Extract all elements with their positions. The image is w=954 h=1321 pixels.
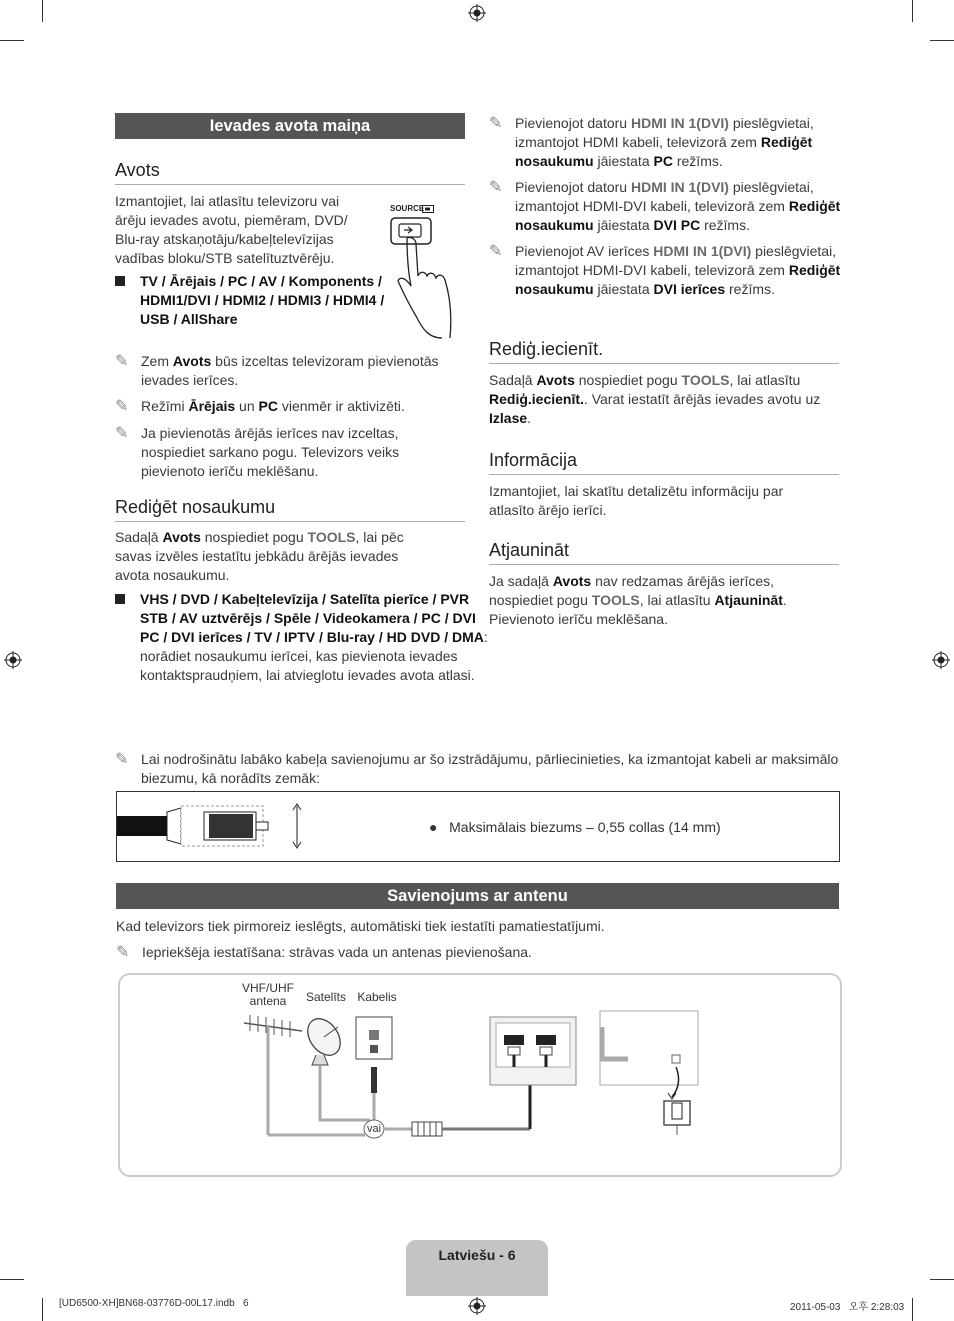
note-hdmi-dvi-av: ✎ Pievienojot AV ierīces HDMI IN 1(DVI) pieslēgvietai, izmantojot HDMI-DVI kabeli, televizorā zem Rediģēt nosaukumu jāiestata DVI ierīces režīms. (489, 243, 841, 297)
heading-edit-favourites: Rediģ.iecienīt. (489, 339, 839, 364)
crop-mark (930, 40, 954, 41)
section-bar-antenna: Savienojums ar antenu (116, 883, 839, 909)
heading-rename: Rediģēt nosaukumu (115, 497, 465, 522)
pencil-note-icon: ✎ (489, 115, 503, 132)
crop-mark (912, 0, 913, 22)
antenna-diagram-box (118, 973, 842, 1177)
label-or: vai (367, 1123, 382, 1135)
note-cable-thickness: ✎ Lai nodrošinātu labāko kabeļa savienojumu ar šo izstrādājumu, pārliecinieties, ka izmantojat kabeli ar maksimālo biezumu, kā norādīts zemāk: (115, 751, 839, 786)
cable-spec-box (116, 791, 840, 862)
crop-mark (0, 1279, 24, 1280)
cable-spec-text: ● Maksimālais biezums – 0,55 collas (14 mm) (429, 819, 721, 835)
avots-source-list: TV / Ārējais / PC / AV / Komponents / HDMI1/DVI / HDMI2 / HDMI3 / HDMI4 / USB / AllShare (115, 272, 395, 329)
antenna-connection-diagram (120, 975, 840, 1175)
registration-mark-icon (4, 651, 22, 669)
bullet-square-icon (115, 594, 125, 604)
pencil-note-icon: ✎ (489, 179, 503, 196)
heading-information: Informācija (489, 450, 839, 475)
crop-mark (42, 1298, 43, 1321)
registration-mark-icon (468, 4, 486, 22)
pencil-note-icon: ✎ (115, 751, 129, 768)
source-button-illustration (390, 204, 465, 339)
pencil-note-icon: ✎ (115, 425, 129, 442)
cable-wall-socket-icon (356, 1017, 392, 1115)
rename-name-list: VHS / DVD / Kabeļtelevīzija / Satelīta pierīce / PVR STB / AV uztvērējs / Spēle / Videokamera / PC / DVI PC / DVI ierīces / TV / IPTV / Blu-ray / HD DVD / DMA: norādiet nosaukumu ierīcei, kas pievienota ievades kontaktspraudņiem, lai atvieglotu ievades avota atlasi. (115, 590, 490, 685)
source-label: SOURCE (390, 204, 425, 213)
heading-refresh: Atjaunināt (489, 540, 839, 565)
label-satellite: Satelīts (305, 990, 347, 1004)
pencil-note-icon: ✎ (116, 944, 130, 961)
tv-rear-panel-icon (490, 1017, 576, 1085)
bullet-square-icon (115, 276, 125, 286)
crop-mark (912, 1298, 913, 1321)
page-number: Latviešu - 6 (438, 1247, 516, 1263)
note-avots-always-active: ✎ Režīmi Ārējais un PC vienmēr ir aktivizēti. (115, 398, 405, 415)
note-hdmi-dvi-pc: ✎ Pievienojot datoru HDMI IN 1(DVI) pieslēgvietai, izmantojot HDMI-DVI kabeli, televizorā zem Rediģēt nosaukumu jāiestata DVI PC režīms. (489, 179, 841, 233)
footer-timestamp: 2011-05-03 오후 2:28:03 (790, 1302, 905, 1313)
edit-favourites-paragraph: Sadaļā Avots nospiediet pogu TOOLS, lai atlasītu Rediģ.iecienīt.. Varat iestatīt ārējās ievades avotu uz Izlase. (489, 372, 821, 426)
crop-mark (0, 40, 24, 41)
rename-paragraph: Sadaļā Avots nospiediet pogu TOOLS, lai pēc savas izvēles iestatītu jebkādu ārējās ievades avota nosaukumu. (115, 529, 404, 583)
crop-mark (930, 1279, 954, 1280)
label-cable: Kabelis (357, 990, 397, 1004)
cable-plug-icon (117, 798, 307, 853)
tv-back-power-icon (600, 1011, 698, 1135)
refresh-paragraph: Ja sadaļā Avots nav redzamas ārējās ierīces, nospiediet pogu TOOLS, lai atlasītu Atjaunināt. Pievienoto ierīču meklēšana. (489, 573, 787, 627)
source-icon (422, 205, 434, 213)
note-avots-red-button: ✎ Ja pievienotās ārējās ierīces nav izceltas, nospiediet sarkano pogu. Televizors veiks pievienoto ierīču meklēšanu. (115, 425, 400, 479)
pencil-note-icon: ✎ (115, 398, 129, 415)
pencil-note-icon: ✎ (489, 243, 503, 260)
crop-mark (42, 0, 43, 22)
information-paragraph: Izmantojiet, lai skatītu detalizētu informāciju par atlasīto ārējo ierīci. (489, 483, 784, 518)
note-hdmi-pc: ✎ Pievienojot datoru HDMI IN 1(DVI) pieslēgvietai, izmantojot HDMI kabeli, televizorā zem Rediģēt nosaukumu jāiestata PC režīms. (489, 115, 814, 169)
note-presetting: ✎ Iepriekšēja iestatīšana: strāvas vada un antenas pievienošana. (116, 944, 532, 961)
registration-mark-icon (468, 1297, 486, 1315)
pencil-note-icon: ✎ (115, 353, 129, 370)
vhf-antenna-icon (244, 1015, 302, 1135)
footer-filename: [UD6500-XH]BN68-03776D-00L17.indb 6 (59, 1298, 249, 1309)
heading-avots: Avots (115, 160, 465, 185)
section-bar-input-source: Ievades avota maiņa (115, 113, 465, 139)
footer-page-tab (406, 1240, 548, 1296)
hand-pressing-icon (390, 216, 465, 339)
avots-intro: Izmantojiet, lai atlasītu televizoru vai ārēju ievades avotu, piemēram, DVD/ Blu-ray atskaņotāju/kabeļtelevīzijas vadības bloku/STB satelītuztvērēju. (115, 193, 348, 266)
label-vhf-uhf: VHF/UHF antena (242, 981, 294, 1008)
registration-mark-icon (932, 651, 950, 669)
note-avots-highlight: ✎ Zem Avots būs izceltas televizoram pievienotās ievades ierīces. (115, 353, 439, 388)
antenna-paragraph: Kad televizors tiek pirmoreiz ieslēgts, automātiski tiek iestatīti pamatiestatījumi. (116, 918, 605, 934)
